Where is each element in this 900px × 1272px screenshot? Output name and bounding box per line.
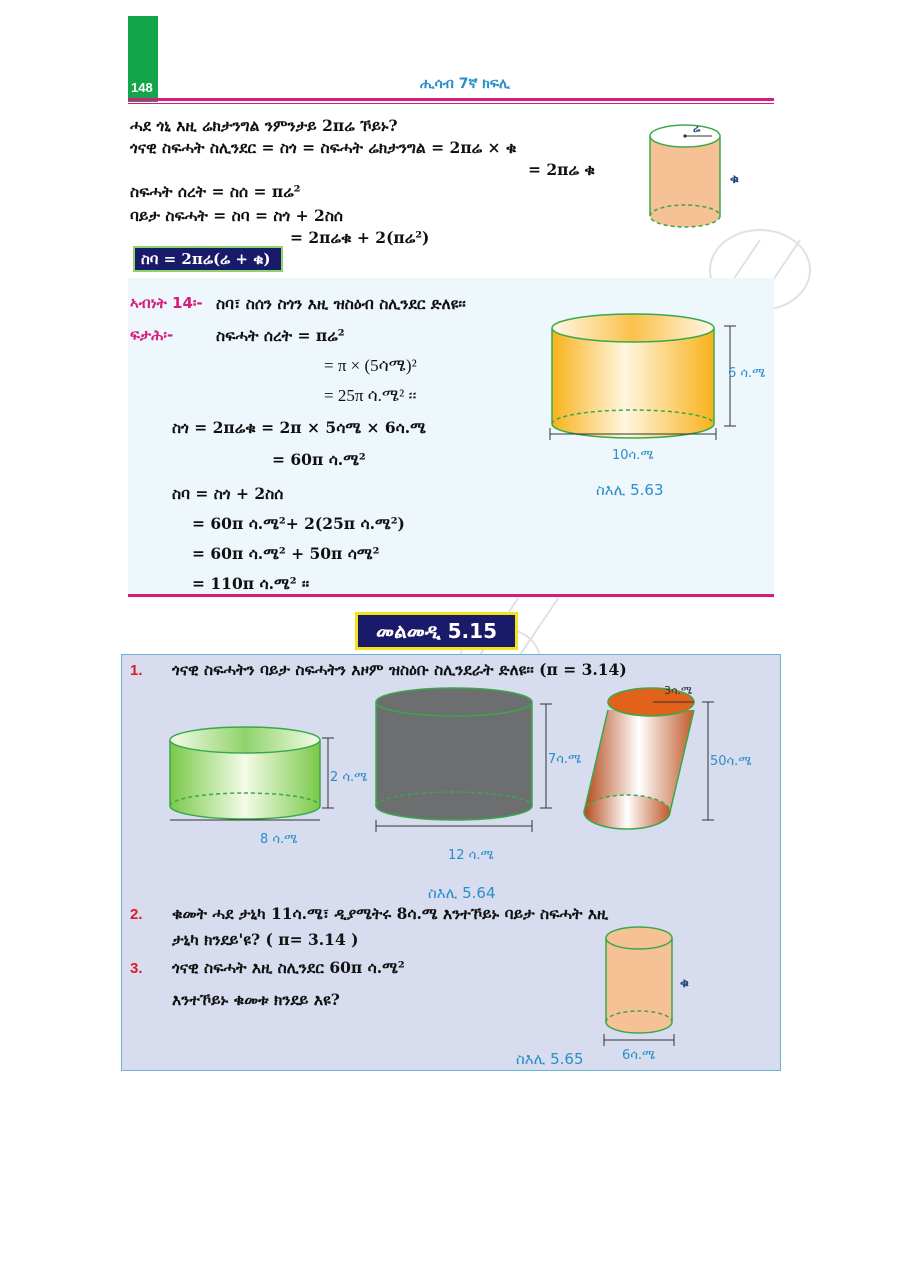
solution-step-9: = 110π ሳ.ሜ² ፡፡ <box>192 574 310 593</box>
question-1-text: ጎናዊ ስፍሓትን ባይታ ስፍሓትን እዞም ዝስዕቡ ስሊንደራት ድለዩ፡፡ (π = 3.14) <box>172 660 627 679</box>
cylinder-3-top-label: 3ሳ.ሜ <box>664 684 693 697</box>
formula-box: ስባ = 2πሬ(ሬ + ቁ) <box>133 246 283 272</box>
solution-step-7: = 60π ሳ.ሜ²+ 2(25π ሳ.ሜ²) <box>192 514 405 533</box>
intro-line-5: ባይታ ስፍሓት = ስባ = ስጎ + 2ስሰ <box>130 206 344 225</box>
cylinder-2-height-label: 7ሳ.ሜ <box>548 752 582 767</box>
intro-line-1: ሓደ ጎኒ እዚ ሬክታንግል ንምንታይ 2πሬ ኾይኑ? <box>130 116 398 135</box>
solution-step-3: = 25π ሳ.ሜ² ፡፡ <box>324 386 417 405</box>
solution-step-6: ስባ = ስጎ + 2ስሰ <box>172 484 284 503</box>
solution-label: ፍታሕ፡- <box>130 326 174 344</box>
figure-caption-565: ስእሊ 5.65 <box>516 1050 584 1068</box>
figure-caption-563: ስእሊ 5.63 <box>596 481 664 499</box>
exercise-cylinders-figure <box>160 680 780 860</box>
intro-line-3: = 2πሬ ቁ <box>528 160 595 179</box>
question-3-line-1: ጎናዊ ስፍሓት እዚ ስሊንደር 60π ሳ.ሜ² <box>172 958 405 977</box>
question-1-number: 1. <box>130 662 143 679</box>
example-label: ኣብነት 14፡- <box>130 294 203 312</box>
intro-line-2: ጎናዊ ስፍሓት ስሊንደር = ስጎ = ስፍሓት ሬክታንግል = 2πሬ × ቁ <box>130 138 517 157</box>
solution-step-4: ስጎ = 2πሬቁ = 2π × 5ሳሜ × 6ሳ.ሜ <box>172 418 426 437</box>
header-rule-thin <box>128 103 774 104</box>
header-title: ሒሳብ 7ኛ ክፍሊ <box>420 76 510 92</box>
example-width-label: 10ሳ.ሜ <box>612 448 654 463</box>
question-2-number: 2. <box>130 906 143 923</box>
example-bottom-rule <box>128 594 774 597</box>
intro-height-label: ቁ <box>730 172 739 187</box>
cylinder-4-height-label: ቁ <box>680 976 689 991</box>
cylinder-4-width-label: 6ሳ.ሜ <box>622 1048 656 1063</box>
solution-step-8: = 60π ሳ.ሜ² + 50π ሳሜ² <box>192 544 380 563</box>
solution-step-1: ስፍሓት ሰረት = πሬ² <box>216 326 345 345</box>
example-question: ስባ፣ ስሰን ስጎን እዚ ዝስዕብ ስሊንደር ድለዩ፡፡ <box>216 294 466 313</box>
header-rule <box>128 98 774 101</box>
question-3-number: 3. <box>130 960 143 977</box>
exercise-title: መልመዲ 5.15 <box>355 612 518 650</box>
question-2-line-1: ቁመት ሓደ ታኒካ 11ሳ.ሜ፣ ዲያሜትሩ 8ሳ.ሜ እንተኾይኑ ባይታ ስፍሓት እዚ <box>172 904 609 923</box>
cylinder-2-width-label: 12 ሳ.ሜ <box>448 848 494 863</box>
example-height-label: 6 ሳ.ሜ <box>728 366 766 381</box>
intro-line-4: ስፍሓት ሰረት = ስሰ = πሬ² <box>130 182 301 201</box>
intro-line-6: = 2πሬቁ + 2(πሬ²) <box>290 228 430 247</box>
solution-step-2: = π × (5ሳሜ)² <box>324 356 417 375</box>
cylinder-3-height-label: 50ሳ.ሜ <box>710 754 752 769</box>
figure-caption-564: ስእሊ 5.64 <box>428 884 496 902</box>
page-number: 148 <box>131 80 153 95</box>
cylinder-1-height-label: 2 ሳ.ሜ <box>330 770 368 785</box>
solution-step-5: = 60π ሳ.ሜ² <box>272 450 366 469</box>
question-2-line-2: ታኒካ ክንደይ'ዩ? ( π= 3.14 ) <box>172 930 359 949</box>
cylinder-1-width-label: 8 ሳ.ሜ <box>260 832 298 847</box>
question-3-line-2: እንተኾይኑ ቁመቱ ክንደይ እዩ? <box>172 990 340 1009</box>
intro-radius-label: ሬ <box>693 122 701 135</box>
